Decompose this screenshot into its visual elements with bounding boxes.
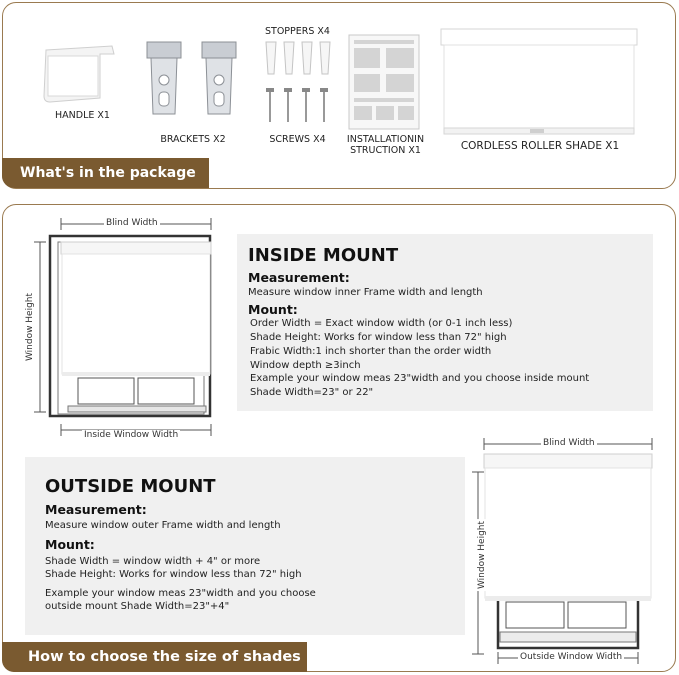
inside-mount-diagram xyxy=(28,212,218,442)
inside-line: Example your window meas 23"width and you choose inside mount xyxy=(250,373,590,384)
handle-label: HANDLE X1 xyxy=(55,110,110,121)
inside-measurement-heading: Measurement: xyxy=(248,270,350,285)
inside-line: Window depth ≥3inch xyxy=(250,360,361,371)
inside-blind-width-label: Blind Width xyxy=(106,218,158,228)
outside-mount-heading: Mount: xyxy=(45,537,95,552)
roller-shade-image xyxy=(440,28,638,138)
outside-example-line: Example your window meas 23"width and you choose xyxy=(45,588,316,599)
outside-window-height-label: Window Height xyxy=(477,520,488,590)
outside-example-line: outside mount Shade Width=23"+4" xyxy=(45,601,230,612)
outside-window-width-label: Outside Window Width xyxy=(520,652,623,662)
outside-measurement-heading: Measurement: xyxy=(45,502,147,517)
screws-image xyxy=(262,86,337,126)
package-banner: What's in the package xyxy=(2,158,209,188)
inside-window-height-label: Window Height xyxy=(25,292,36,362)
bracket-right-image xyxy=(200,40,240,120)
sizing-banner: How to choose the size of shades xyxy=(2,642,307,672)
handle-image xyxy=(40,40,120,110)
inside-measurement-text: Measure window inner Frame width and length xyxy=(248,287,483,298)
outside-blind-width-label: Blind Width xyxy=(543,438,595,448)
brackets-label: BRACKETS X2 xyxy=(160,134,226,145)
inside-mount-title: INSIDE MOUNT xyxy=(248,245,399,266)
inside-window-width-label: Inside Window Width xyxy=(84,430,179,440)
instruction-sheet-image xyxy=(348,34,420,130)
outside-mount-diagram xyxy=(470,432,660,667)
outside-measurement-text: Measure window outer Frame width and length xyxy=(45,520,281,531)
stoppers-label: STOPPERS X4 xyxy=(265,26,330,37)
screws-label: SCREWS X4 xyxy=(269,134,326,145)
inside-line: Frabic Width:1 inch shorter than the order width xyxy=(250,346,492,357)
bracket-left-image xyxy=(145,40,185,120)
outside-mount-title: OUTSIDE MOUNT xyxy=(45,476,216,497)
inside-line: Shade Width=23" or 22" xyxy=(250,387,374,398)
inside-mount-heading: Mount: xyxy=(248,302,298,317)
roller-shade-label: CORDLESS ROLLER SHADE X1 xyxy=(460,140,620,152)
outside-line: Shade Width = window width + 4" or more xyxy=(45,556,261,567)
inside-line: Order Width = Exact window width (or 0-1 inch less) xyxy=(250,318,513,329)
outside-line: Shade Height: Works for window less than 72" high xyxy=(45,569,302,580)
instruction-label: INSTALLATIONIN STRUCTION X1 xyxy=(346,134,425,156)
inside-line: Shade Height: Works for window less than 72" high xyxy=(250,332,507,343)
stoppers-image xyxy=(262,40,337,80)
